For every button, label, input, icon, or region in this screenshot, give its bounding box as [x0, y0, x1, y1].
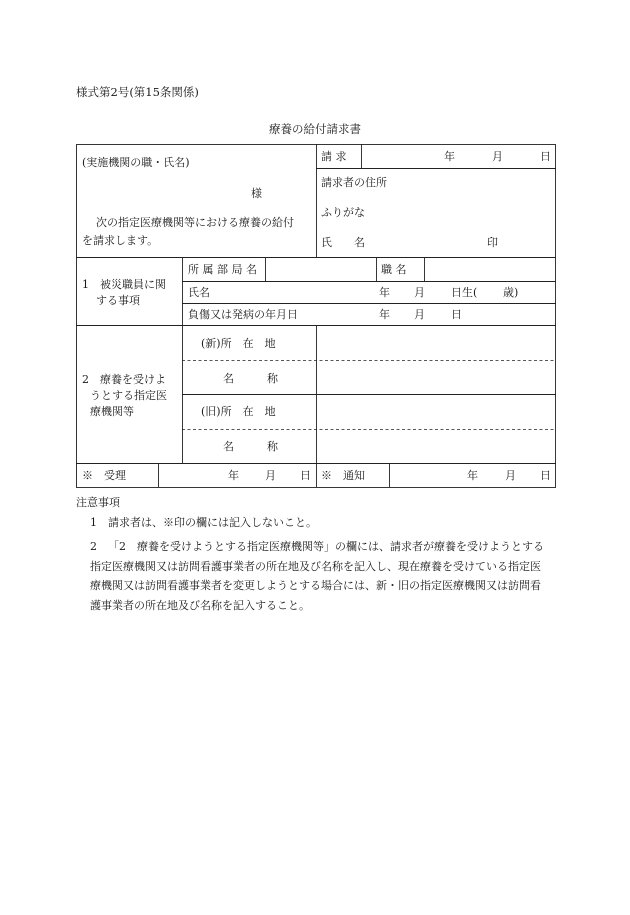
birth-day[interactable]: 日生(	[451, 286, 478, 299]
request-date-year[interactable]: 年	[444, 150, 455, 163]
old-name-label: 名 称	[223, 440, 278, 453]
applicant-name-label: 氏 名	[321, 236, 365, 249]
position-label: 職 名	[381, 263, 407, 276]
notice-label: ※ 通知	[321, 469, 365, 482]
section2-heading-line2: うとする指定医	[90, 389, 167, 402]
age-field[interactable]: 歳)	[503, 286, 519, 299]
department-label: 所 属 部 局 名	[188, 263, 257, 276]
furigana-label: ふりがな	[321, 206, 365, 219]
injury-date-label: 負傷又は発病の年月日	[188, 308, 298, 321]
receipt-label: ※ 受理	[82, 469, 126, 482]
request-date-month[interactable]: 月	[492, 150, 503, 163]
injury-day[interactable]: 日	[451, 308, 462, 321]
section1-heading-line1: 1 被災職員に関	[82, 278, 166, 291]
seal-mark: 印	[487, 236, 498, 249]
injury-year[interactable]: 年	[379, 308, 390, 321]
receipt-month[interactable]: 月	[265, 469, 276, 482]
request-text-line2: を請求します。	[82, 234, 159, 247]
section2-heading-line1: 2 療養を受けよ	[82, 373, 166, 386]
birth-year[interactable]: 年	[379, 286, 390, 299]
injury-month[interactable]: 月	[414, 308, 425, 321]
section2-heading-line3: 療機関等	[90, 405, 134, 418]
note-item-1: 1 請求者は、※印の欄には記入しないこと。	[90, 516, 317, 529]
sama-label: 様	[251, 187, 262, 200]
note-item-2-number: 2	[90, 540, 97, 553]
applicant-address-label: 請求者の住所	[321, 176, 387, 189]
note-item-2-text: 「2 療養を受けようとする指定医療機関等」の欄には、請求者が療養を受けようとする指定医療機関又は訪問看護事業者の所在地及び名称を記入し、現在療養を受けている指定医療機関又は訪問看護事業者を変更しようとする場合には、新・旧の指定医療機関又は訪問看護事業者の所在地及び名称を記入すること。	[90, 540, 544, 612]
birth-month[interactable]: 月	[414, 286, 425, 299]
institution-label: (実施機関の職・氏名)	[82, 156, 190, 169]
request-date-day[interactable]: 日	[540, 150, 551, 163]
note-item-2	[90, 537, 550, 615]
new-location-label: (新)所 在 地	[201, 337, 276, 350]
section1-heading-line2: する事項	[96, 294, 140, 307]
notice-day[interactable]: 日	[540, 469, 551, 482]
form-title: 療養の給付請求書	[269, 122, 361, 136]
notice-month[interactable]: 月	[505, 469, 516, 482]
employee-name-label: 氏名	[188, 286, 210, 299]
notes-title: 注意事項	[76, 496, 120, 509]
notice-year[interactable]: 年	[467, 469, 478, 482]
old-location-label: (旧)所 在 地	[201, 405, 276, 418]
receipt-year[interactable]: 年	[228, 469, 239, 482]
form-number-label: 様式第2号(第15条関係)	[76, 85, 199, 99]
seikyu-label: 請 求	[321, 150, 347, 163]
new-name-label: 名 称	[223, 372, 278, 385]
receipt-day[interactable]: 日	[300, 469, 311, 482]
request-text-line1: 次の指定医療機関等における療養の給付	[96, 216, 294, 229]
